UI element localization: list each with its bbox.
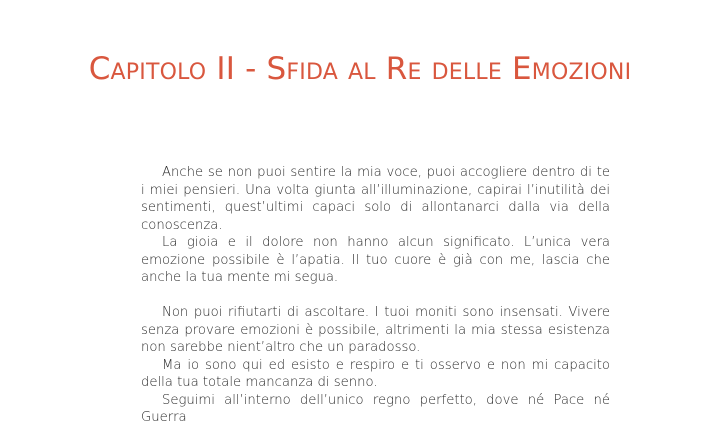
paragraph: Seguimi all’interno dell’unico regno perfetto, dove né Pace né Guerra xyxy=(141,392,610,425)
paragraph: Non puoi rifiutarti di ascoltare. I tuoi moniti sono insensati. Vivere senza provare emozioni è possibile, altrimenti la mia stessa esistenza non sarebbe nient’altro che un paradosso. xyxy=(141,305,610,355)
chapter-title: Capitolo II - Sfida al Re delle Emozioni xyxy=(88,51,632,87)
paragraph: Anche se non puoi sentire la mia voce, puoi accogliere dentro di te i miei pensieri. Una volta giunta all’illuminazione, capirai l’inutilità dei sentimenti, quest’ultimi capaci solo di allontanarci dalla via della conoscenza. xyxy=(141,165,610,233)
chapter-body xyxy=(141,164,610,427)
paragraph: Ma io sono qui ed esisto e respiro e ti osservo e non mi capacito della tua totale mancanza di senno. xyxy=(141,357,610,390)
paragraph-break xyxy=(141,287,610,305)
paragraph: La gioia e il dolore non hanno alcun significato. L’unica vera emozione possibile è l’apatia. Il tuo cuore è già con me, lascia che anche la tua mente mi segua. xyxy=(141,235,610,285)
